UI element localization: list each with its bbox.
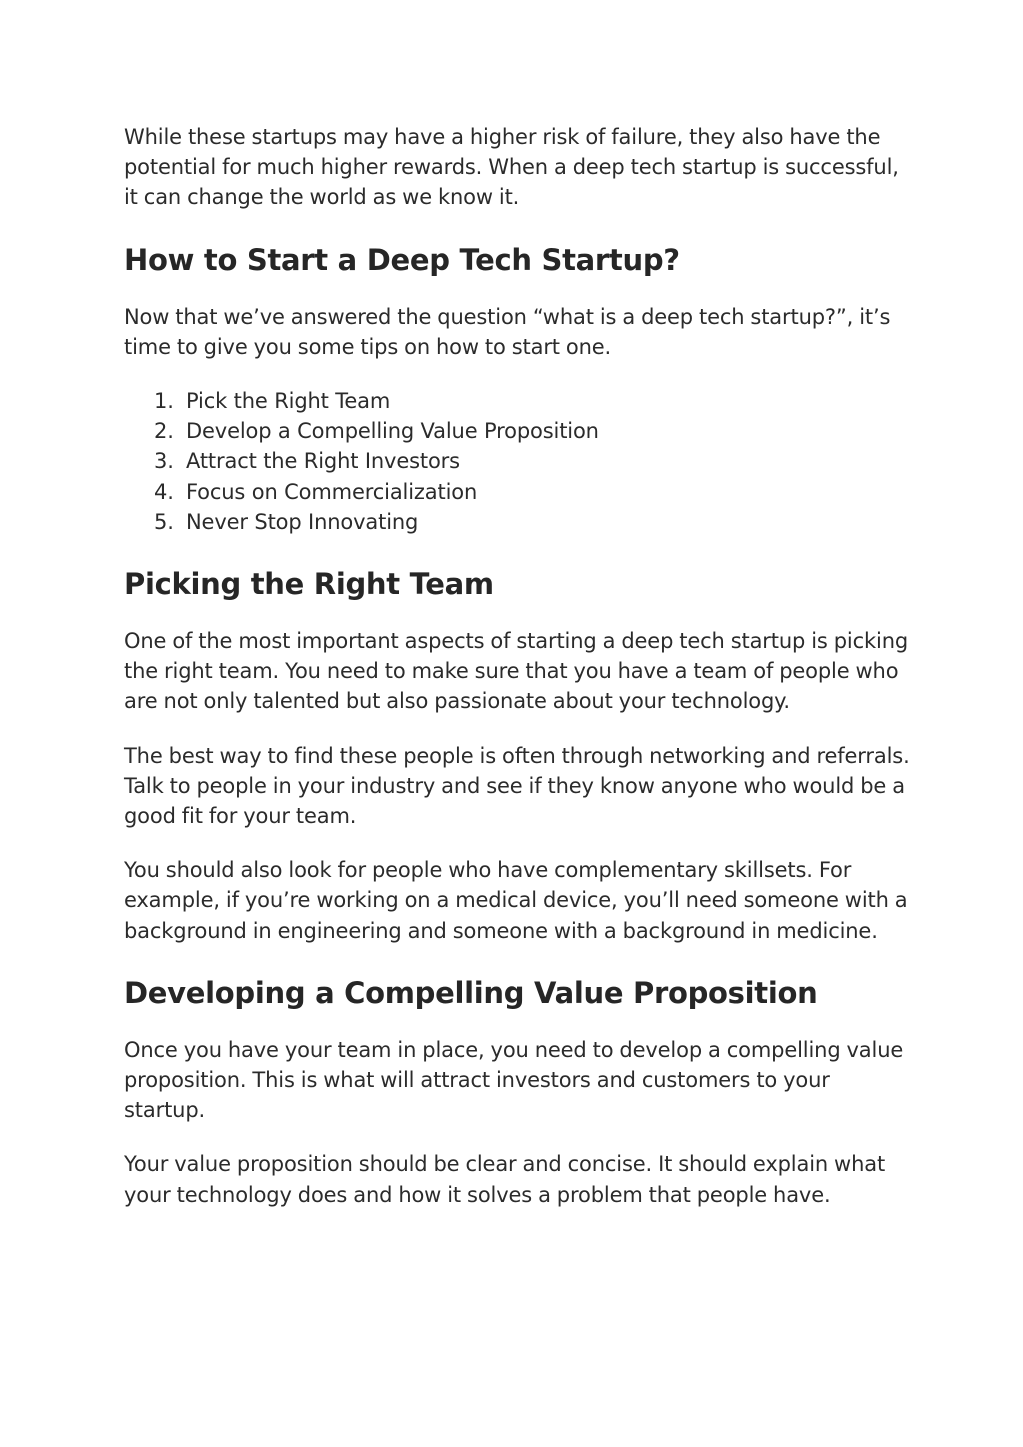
list-item-number: 2. bbox=[154, 419, 174, 444]
steps-list bbox=[124, 386, 914, 537]
document-page bbox=[124, 122, 914, 1210]
list-item-label: Pick the Right Team bbox=[186, 389, 391, 414]
list-item-label: Develop a Compelling Value Proposition bbox=[186, 419, 599, 444]
how-to-start-paragraph: Now that we’ve answered the question “what is a deep tech startup?”, it’s time to give you some tips on how to start one. bbox=[124, 304, 891, 359]
list-item-number: 4. bbox=[154, 479, 174, 504]
heading-value-proposition: Developing a Compelling Value Proposition bbox=[124, 975, 818, 1010]
list-item-number: 3. bbox=[154, 449, 174, 474]
team-paragraph-2: The best way to find these people is often through networking and referrals. Talk to people in your industry and see if they know anyone who would be a good fit for your team. bbox=[124, 743, 910, 829]
team-paragraph-1: One of the most important aspects of starting a deep tech startup is picking the right team. You need to make sure that you have a team of people who are not only talented but also passionate about your technology. bbox=[124, 629, 909, 714]
value-paragraph-2: Your value proposition should be clear and concise. It should explain what your technology does and how it solves a problem that people have. bbox=[124, 1152, 886, 1207]
list-item-label: Never Stop Innovating bbox=[186, 509, 419, 534]
list-item bbox=[124, 507, 914, 537]
heading-how-to-start: How to Start a Deep Tech Startup? bbox=[124, 242, 680, 277]
list-item bbox=[124, 446, 914, 476]
list-item-label: Attract the Right Investors bbox=[186, 449, 460, 474]
team-paragraph-3: You should also look for people who have complementary skillsets. For example, if you’re working on a medical device, you’ll need someone with a background in engineering and someone with a background in medicine. bbox=[124, 858, 908, 943]
list-item bbox=[124, 416, 914, 446]
intro-paragraph: While these startups may have a higher risk of failure, they also have the potential for much higher rewards. When a deep tech startup is successful, it can change the world as we know it. bbox=[124, 125, 899, 210]
value-paragraph-1: Once you have your team in place, you need to develop a compelling value proposition. This is what will attract investors and customers to your startup. bbox=[124, 1037, 904, 1123]
list-item bbox=[124, 386, 914, 416]
list-item-number: 5. bbox=[154, 509, 174, 534]
list-item bbox=[124, 477, 914, 507]
heading-picking-team: Picking the Right Team bbox=[124, 567, 494, 602]
list-item-label: Focus on Commercialization bbox=[186, 479, 478, 504]
list-item-number: 1. bbox=[154, 389, 174, 414]
